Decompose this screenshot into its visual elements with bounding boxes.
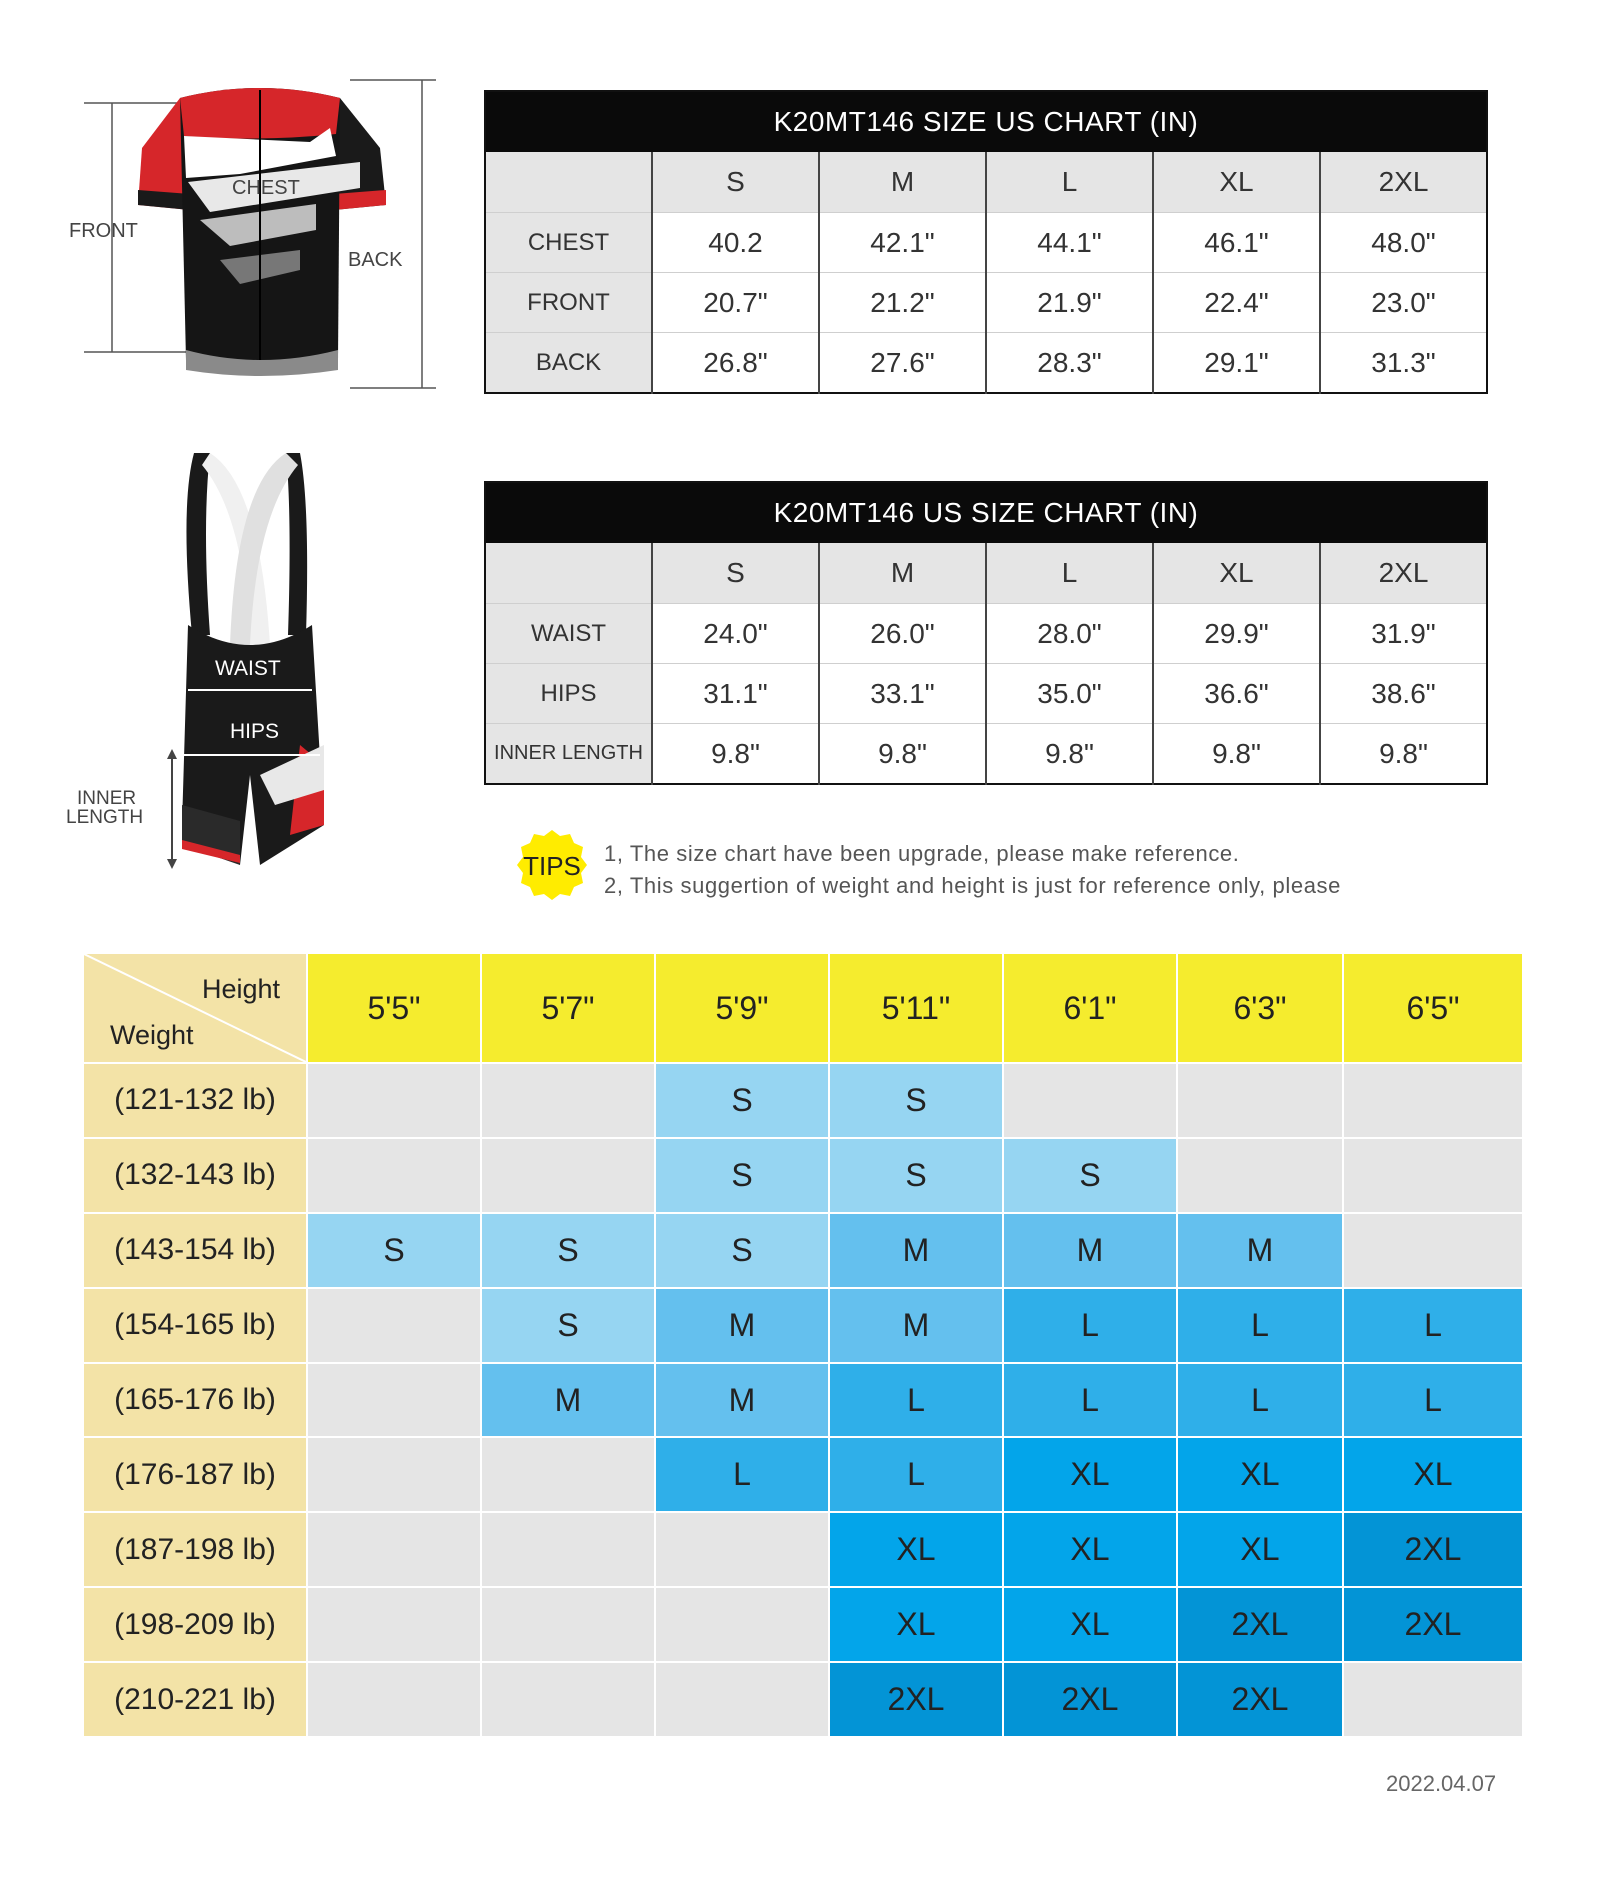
- size-header: M: [819, 152, 986, 213]
- empty-cell: [1344, 1663, 1522, 1736]
- measure-cell: 44.1": [986, 213, 1153, 273]
- measure-cell: 31.9": [1320, 604, 1487, 664]
- size-cell: L: [830, 1438, 1002, 1511]
- row-label: WAIST: [485, 604, 652, 664]
- empty-cell: [1344, 1214, 1522, 1287]
- height-axis-label: Height: [201, 974, 280, 1004]
- empty-cell: [482, 1139, 654, 1212]
- size-cell: L: [1178, 1364, 1342, 1437]
- size-cell: L: [1004, 1364, 1176, 1437]
- row-label: FRONT: [485, 273, 652, 333]
- measure-cell: 22.4": [1153, 273, 1320, 333]
- measure-cell: 31.3": [1320, 333, 1487, 394]
- measure-cell: 29.9": [1153, 604, 1320, 664]
- front-label: FRONT: [69, 220, 138, 242]
- measure-cell: 9.8": [986, 724, 1153, 785]
- size-cell: M: [1004, 1214, 1176, 1287]
- size-cell: M: [830, 1289, 1002, 1362]
- empty-cell: [308, 1438, 480, 1511]
- weight-label: (165-176 lb): [84, 1364, 306, 1437]
- inner-label-1: INNER: [77, 788, 137, 809]
- inner-label-2: LENGTH: [66, 807, 144, 828]
- measure-cell: 42.1": [819, 213, 986, 273]
- empty-cell: [482, 1663, 654, 1736]
- measure-cell: 33.1": [819, 664, 986, 724]
- size-cell: L: [830, 1364, 1002, 1437]
- size-cell: XL: [1004, 1438, 1176, 1511]
- corner-cell: [485, 152, 652, 213]
- empty-cell: [482, 1064, 654, 1137]
- measure-cell: 48.0": [1320, 213, 1487, 273]
- size-cell: L: [1344, 1289, 1522, 1362]
- weight-label: (143-154 lb): [84, 1214, 306, 1287]
- empty-cell: [308, 1064, 480, 1137]
- size-cell: L: [1178, 1289, 1342, 1362]
- size-cell: 2XL: [1004, 1663, 1176, 1736]
- size-cell: M: [656, 1289, 828, 1362]
- size-cell: L: [656, 1438, 828, 1511]
- size-cell: XL: [830, 1513, 1002, 1586]
- empty-cell: [1178, 1064, 1342, 1137]
- size-cell: S: [1004, 1139, 1176, 1212]
- height-header: 5'11": [830, 954, 1002, 1062]
- size-cell: S: [482, 1214, 654, 1287]
- weight-label: (154-165 lb): [84, 1289, 306, 1362]
- weight-axis-label: Weight: [110, 1020, 194, 1050]
- size-cell: 2XL: [830, 1663, 1002, 1736]
- size-cell: XL: [1178, 1438, 1342, 1511]
- brand-fragment: Sa: [292, 845, 319, 870]
- empty-cell: [1344, 1064, 1522, 1137]
- empty-cell: [308, 1139, 480, 1212]
- empty-cell: [482, 1513, 654, 1586]
- tips-line-1: 1, The size chart have been upgrade, please make reference.: [604, 841, 1240, 866]
- empty-cell: [656, 1588, 828, 1661]
- measure-cell: 28.3": [986, 333, 1153, 394]
- corner-cell: [485, 543, 652, 604]
- back-label: BACK: [348, 249, 403, 271]
- empty-cell: [482, 1588, 654, 1661]
- measure-cell: 21.2": [819, 273, 986, 333]
- size-cell: S: [830, 1064, 1002, 1137]
- empty-cell: [656, 1513, 828, 1586]
- measure-cell: 31.1": [652, 664, 819, 724]
- weight-label: (198-209 lb): [84, 1588, 306, 1661]
- weight-label: (210-221 lb): [84, 1663, 306, 1736]
- height-header: 6'5": [1344, 954, 1522, 1062]
- empty-cell: [1004, 1064, 1176, 1137]
- row-label: HIPS: [485, 664, 652, 724]
- size-header: M: [819, 543, 986, 604]
- size-cell: M: [1178, 1214, 1342, 1287]
- measure-cell: 21.9": [986, 273, 1153, 333]
- weight-label: (176-187 lb): [84, 1438, 306, 1511]
- size-cell: M: [656, 1364, 828, 1437]
- measure-cell: 29.1": [1153, 333, 1320, 394]
- tips-line-2: 2, This suggertion of weight and height is just for reference only, please: [604, 873, 1341, 898]
- empty-cell: [308, 1663, 480, 1736]
- weight-label: (187-198 lb): [84, 1513, 306, 1586]
- size-cell: S: [656, 1064, 828, 1137]
- measure-cell: 46.1": [1153, 213, 1320, 273]
- size-cell: XL: [1004, 1513, 1176, 1586]
- empty-cell: [308, 1513, 480, 1586]
- size-cell: XL: [830, 1588, 1002, 1661]
- size-header: L: [986, 543, 1153, 604]
- measure-cell: 9.8": [1153, 724, 1320, 785]
- bib-size-chart: [484, 481, 1488, 785]
- tips-text: [604, 838, 1341, 902]
- size-cell: S: [656, 1214, 828, 1287]
- measure-cell: 26.0": [819, 604, 986, 664]
- size-header: XL: [1153, 152, 1320, 213]
- size-header: 2XL: [1320, 543, 1487, 604]
- size-cell: L: [1344, 1364, 1522, 1437]
- size-header: S: [652, 152, 819, 213]
- measure-cell: 24.0": [652, 604, 819, 664]
- size-cell: XL: [1004, 1588, 1176, 1661]
- size-header: S: [652, 543, 819, 604]
- jersey-size-chart: [484, 90, 1488, 394]
- measure-cell: 38.6": [1320, 664, 1487, 724]
- size-cell: 2XL: [1344, 1588, 1522, 1661]
- size-header: 2XL: [1320, 152, 1487, 213]
- measure-cell: 9.8": [1320, 724, 1487, 785]
- jersey-chart-title: K20MT146 SIZE US CHART (IN): [485, 91, 1487, 152]
- jersey-illustration: [60, 70, 460, 400]
- bib-illustration: [60, 445, 400, 875]
- size-cell: M: [830, 1214, 1002, 1287]
- measure-cell: 9.8": [652, 724, 819, 785]
- size-cell: 2XL: [1178, 1588, 1342, 1661]
- waist-label: WAIST: [215, 657, 281, 680]
- size-cell: 2XL: [1178, 1663, 1342, 1736]
- measure-cell: 27.6": [819, 333, 986, 394]
- measure-cell: 23.0": [1320, 273, 1487, 333]
- size-cell: S: [482, 1289, 654, 1362]
- empty-cell: [308, 1289, 480, 1362]
- tips-badge-label: TIPS: [523, 851, 581, 881]
- row-label: INNER LENGTH: [485, 724, 652, 785]
- measure-cell: 40.2: [652, 213, 819, 273]
- size-header: L: [986, 152, 1153, 213]
- height-header: 5'7": [482, 954, 654, 1062]
- measure-cell: 20.7": [652, 273, 819, 333]
- size-cell: XL: [1344, 1438, 1522, 1511]
- row-label: BACK: [485, 333, 652, 394]
- measure-cell: 28.0": [986, 604, 1153, 664]
- hips-label: HIPS: [230, 720, 280, 743]
- height-header: 5'5": [308, 954, 480, 1062]
- empty-cell: [656, 1663, 828, 1736]
- size-cell: 2XL: [1344, 1513, 1522, 1586]
- measure-cell: 35.0": [986, 664, 1153, 724]
- empty-cell: [308, 1588, 480, 1661]
- empty-cell: [1178, 1139, 1342, 1212]
- date-stamp: 2022.04.07: [1386, 1771, 1497, 1796]
- weight-label: (121-132 lb): [84, 1064, 306, 1137]
- row-label: CHEST: [485, 213, 652, 273]
- measure-cell: 26.8": [652, 333, 819, 394]
- empty-cell: [482, 1438, 654, 1511]
- chest-label: CHEST: [232, 177, 300, 199]
- empty-cell: [1344, 1139, 1522, 1212]
- size-cell: M: [482, 1364, 654, 1437]
- weight-label: (132-143 lb): [84, 1139, 306, 1212]
- size-cell: S: [830, 1139, 1002, 1212]
- size-cell: S: [656, 1139, 828, 1212]
- grid-corner: [84, 954, 306, 1062]
- measure-cell: 36.6": [1153, 664, 1320, 724]
- size-recommendation-grid: [84, 954, 1522, 1736]
- size-cell: XL: [1178, 1513, 1342, 1586]
- bib-chart-title: K20MT146 US SIZE CHART (IN): [485, 482, 1487, 543]
- size-cell: S: [308, 1214, 480, 1287]
- height-header: 6'1": [1004, 954, 1176, 1062]
- size-header: XL: [1153, 543, 1320, 604]
- tips-badge: [515, 828, 589, 902]
- size-cell: L: [1004, 1289, 1176, 1362]
- height-header: 5'9": [656, 954, 828, 1062]
- measure-cell: 9.8": [819, 724, 986, 785]
- height-header: 6'3": [1178, 954, 1342, 1062]
- empty-cell: [308, 1364, 480, 1437]
